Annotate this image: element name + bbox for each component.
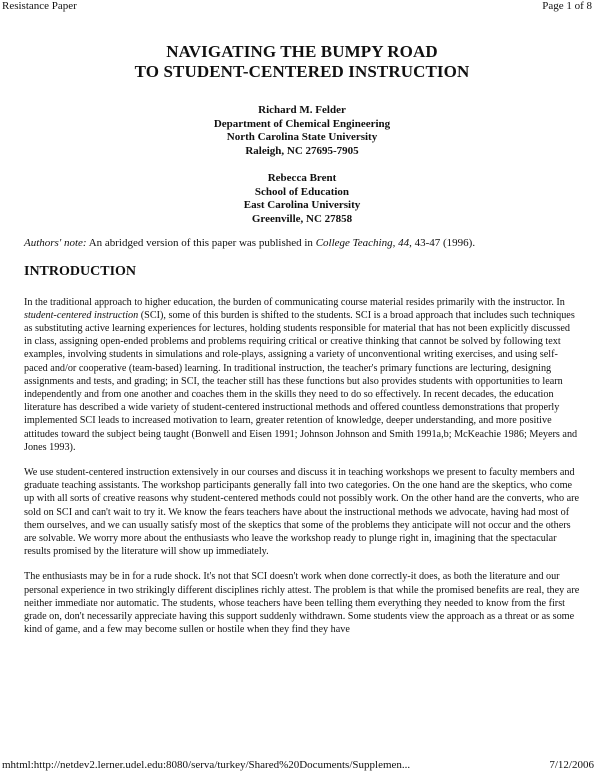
- author-name: Richard M. Felder: [258, 104, 346, 116]
- paragraph-text: (SCI), some of this burden is shifted to the students. SCI is a broad approach that includes such techniques as substituting active learning experiences for lectures, holding students responsible for material that has not been explicitly discussed in class, assigning open-ended problems and problems requiring critical or creative thinking that cannot be solved by following text examples, involving students in simulations and role-plays, assigning a variety of unconventional writing exercises, and using self-paced and/or cooperative (team-based) learning. In traditional instruction, the teacher's primary functions are lecturing, designing assignments and tests, and grading; in SCI, the teacher still has these functions but also provides students with opportunities to learn independently and from one another and coaches them in the skills they need to do so effectively. In recent decades, the education literature has described a wide variety of student-centered instructional methods and offered countless demonstrations that properly implemented SCI leads to increased motivation to learn, greater retention of knowledge, deeper understanding, and more positive attitudes toward the subject being taught (Bonwell and Eisen 1991; Johnson Johnson and Smith 1991a,b; McKeachie 1986; Meyers and Jones 1993).: [24, 309, 578, 453]
- author-address: Raleigh, NC 27695-7905: [245, 144, 359, 157]
- authors-note-text: An abridged version of this paper was published in: [86, 237, 316, 249]
- header-doc-title: Resistance Paper: [2, 0, 77, 12]
- author-block-2: [24, 172, 580, 226]
- paper-title: [24, 42, 580, 82]
- authors-note: [24, 237, 580, 251]
- author-university: North Carolina State University: [226, 131, 378, 143]
- title-line-1: NAVIGATING THE BUMPY ROAD: [166, 42, 438, 61]
- journal-citation: College Teaching, 44: [315, 237, 410, 249]
- author-address: Greenville, NC 27858: [251, 212, 353, 225]
- author-university: East Carolina University: [243, 199, 361, 211]
- authors-note-pages: , 43-47 (1996).: [409, 237, 476, 249]
- footer-url: mhtml:http://netdev2.lerner.udel.edu:8080/serva/turkey/Shared%20Documents/Supplemen...: [2, 759, 411, 771]
- section-heading: INTRODUCTION: [24, 263, 137, 279]
- body-paragraph-1: [24, 296, 580, 454]
- paragraph-text: In the traditional approach to higher education, the burden of communicating course material resides primarily with the instructor. In: [24, 296, 565, 308]
- paper-body: [24, 42, 580, 636]
- author-block-1: [24, 104, 580, 158]
- author-department: Department of Chemical Engineering: [213, 117, 391, 130]
- page-footer: [0, 759, 600, 772]
- author-name: Rebecca Brent: [267, 172, 337, 184]
- emphasized-term: student-centered instruction: [24, 309, 139, 321]
- authors-note-label: Authors' note:: [24, 237, 87, 249]
- body-paragraph-3: The enthusiasts may be in for a rude shock. It's not that SCI doesn't work when done correctly-it does, as both the literature and our personal experience in two strikingly different disciplines richly attest. The problem is that while the promised benefits are real, they are neither immediate nor automatic. The students, whose teachers have been telling them everything they needed to know from the first grade on, don't necessarily appreciate having this support suddenly withdrawn. Some students view the approach as a threat or as some kind of game, and a few may become sullen or hostile when they find they have: [24, 571, 580, 636]
- page-header: [0, 0, 600, 13]
- header-page-number: Page 1 of 8: [542, 0, 592, 12]
- footer-date: 7/12/2006: [549, 759, 594, 771]
- body-paragraph-2: We use student-centered instruction extensively in our courses and discuss it in teaching workshops we present to faculty members and graduate teaching assistants. The workshop participants generally fall into two categories. On the one hand are the skeptics, who come up with all sorts of creative reasons why student-centered methods could not possibly work. On the other hand are the converts, who are sold on SCI and can't wait to try it. We know the fears teachers have about the instructional methods we advocate, having had most of them ourselves, and we can usually satisfy most of the skeptics that some of the problems they anticipate will not occur and the others are solvable. We worry more about the enthusiasts who leave the workshop ready to plunge right in, imagining that the spectacular results promised by the literature will show up immediately.: [24, 466, 580, 558]
- author-department: School of Education: [254, 185, 350, 198]
- title-line-2: TO STUDENT-CENTERED INSTRUCTION: [134, 62, 470, 81]
